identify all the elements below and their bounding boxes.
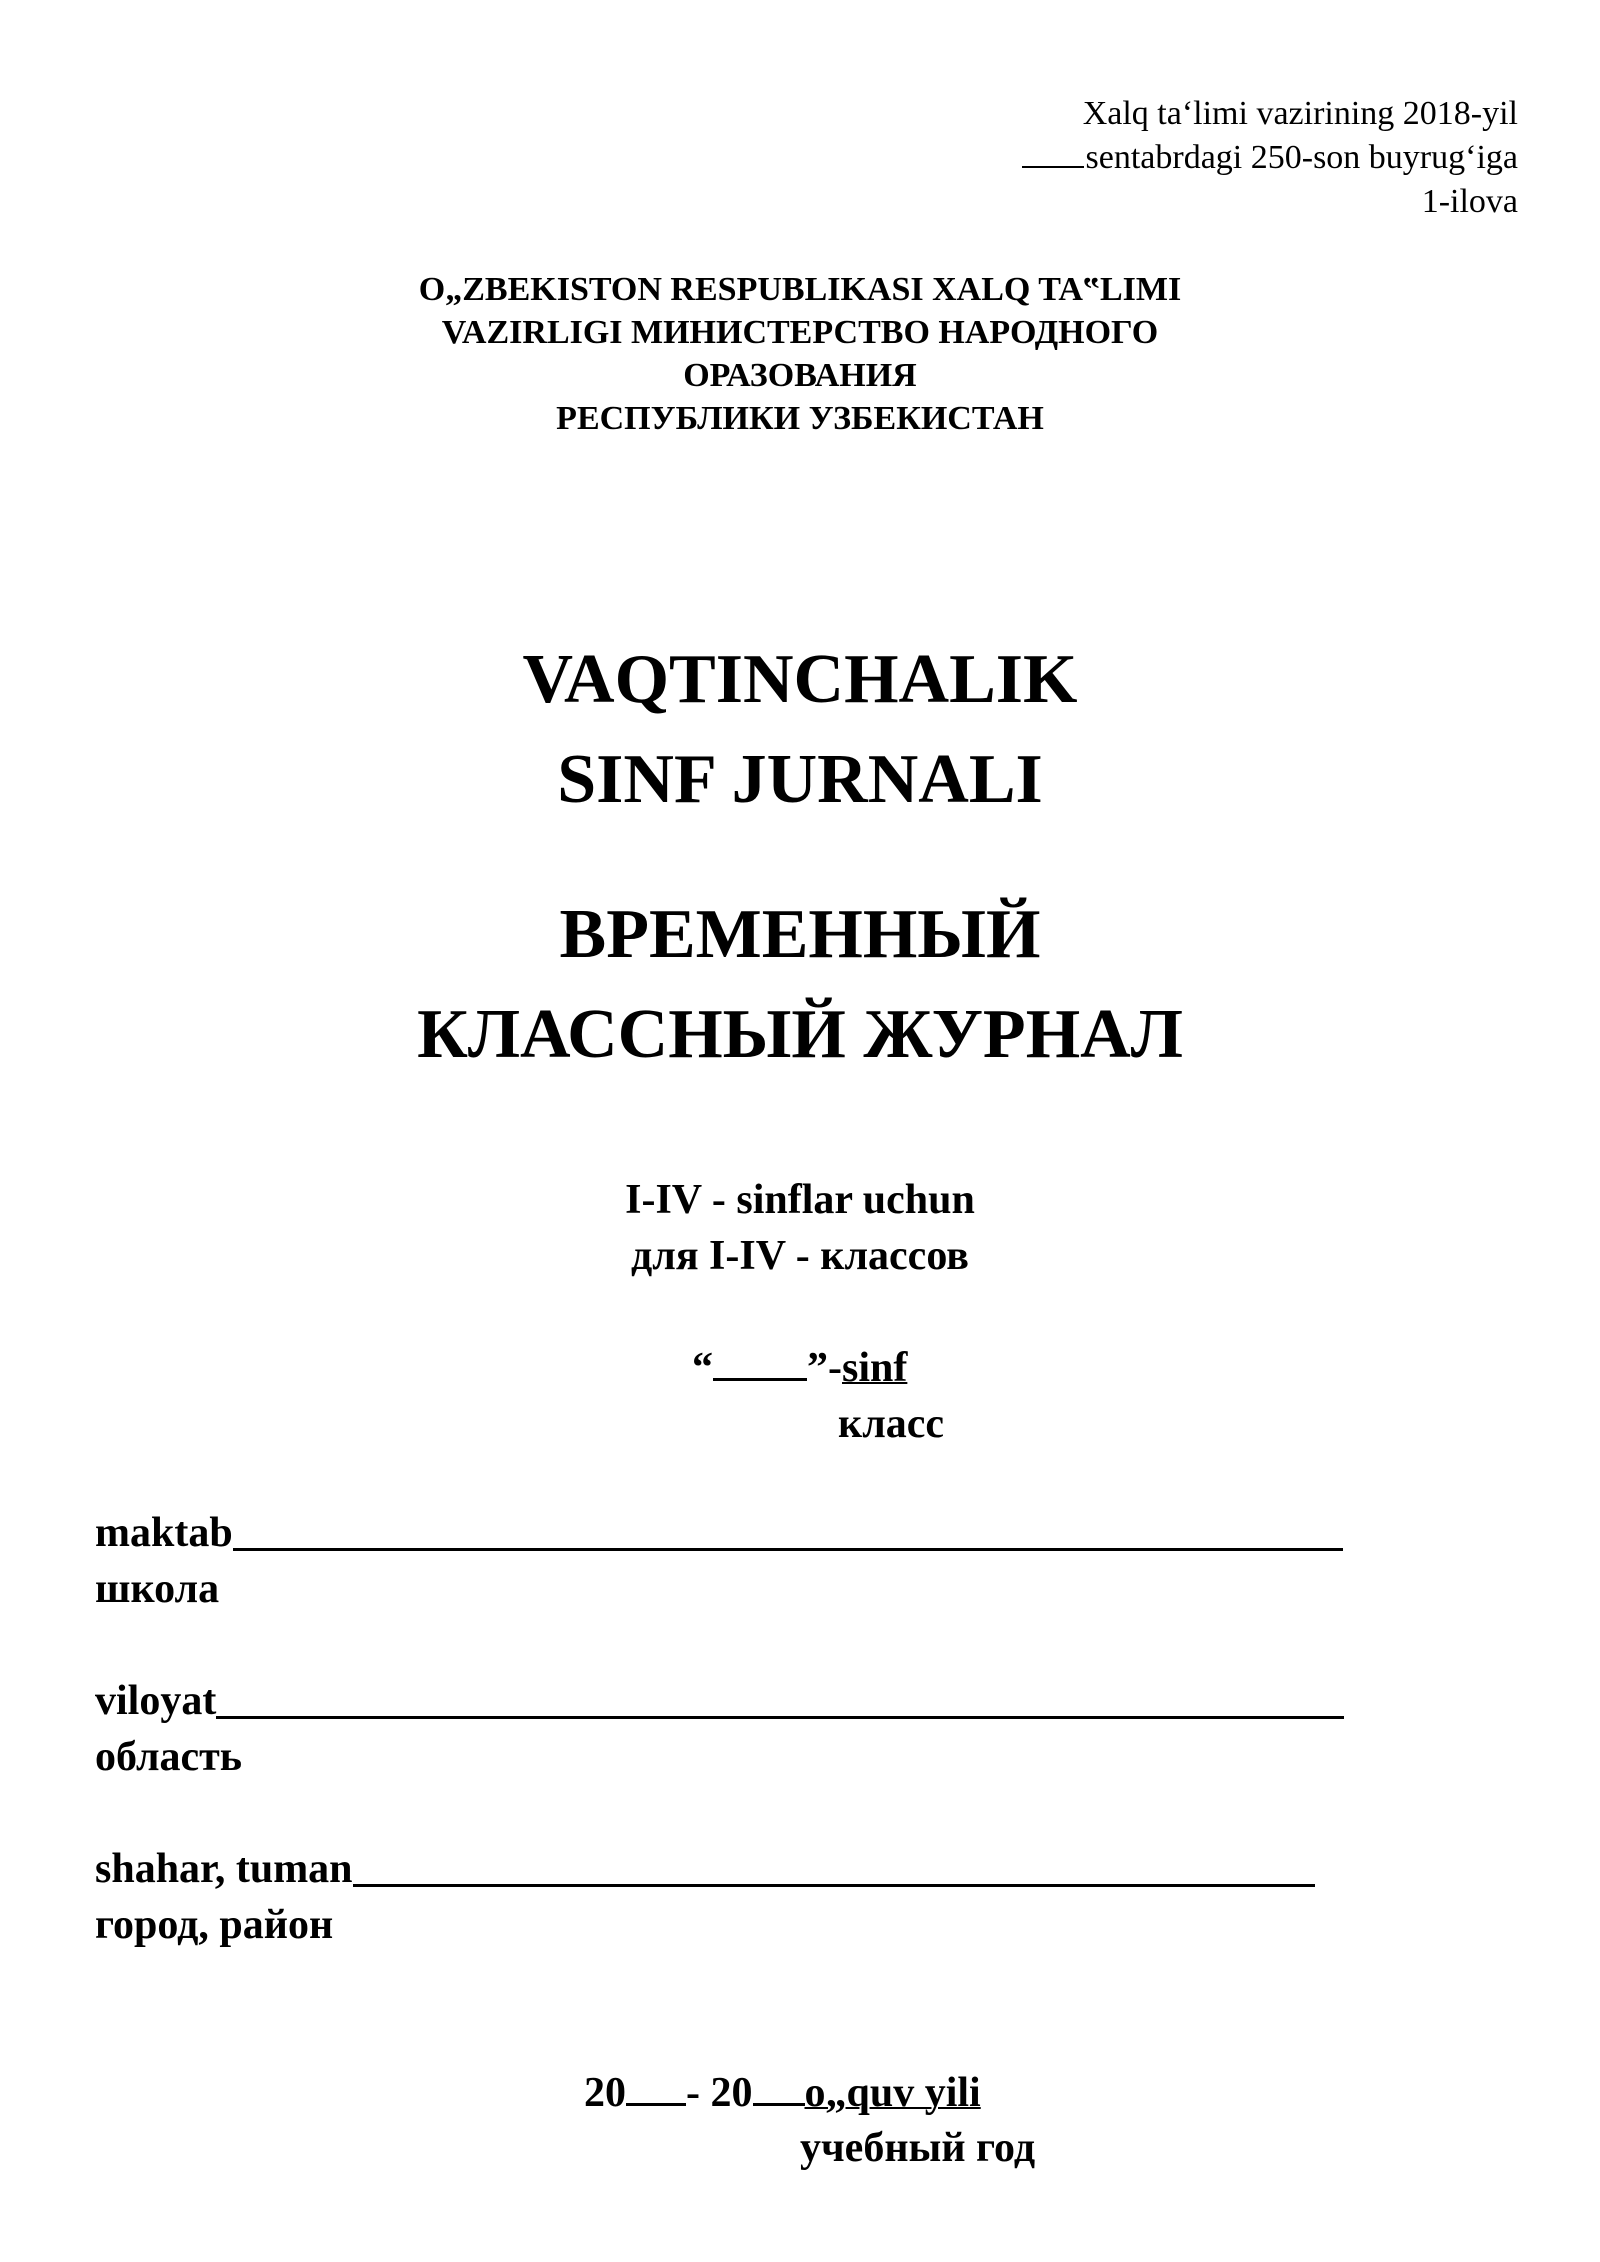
ministry-line-2: VAZIRLIGI МИНИСТЕРСТВО НАРОДНОГО xyxy=(441,314,1159,351)
title-ru-line-1: ВРЕМЕННЫЙ xyxy=(559,896,1041,973)
city-label-ru: город, район xyxy=(95,1902,334,1948)
ministry-header xyxy=(0,268,1600,440)
school-blank-line[interactable] xyxy=(233,1548,1343,1551)
school-label-uz: maktab xyxy=(95,1510,233,1556)
region-label-uz: viloyat xyxy=(95,1678,217,1724)
city-label-uz: shahar, tuman xyxy=(95,1846,353,1892)
year-start-blank[interactable] xyxy=(626,2067,686,2106)
order-line-2-text: sentabrdagi 250-son buyrug‘iga xyxy=(1085,139,1518,176)
grades-uz: I-IV - sinflar uchun xyxy=(625,1177,975,1223)
class-number-blank[interactable] xyxy=(713,1340,807,1381)
class-label-uz: sinf xyxy=(842,1345,908,1391)
class-label-ru: класс xyxy=(838,1401,945,1447)
title-uz-line-2: SINF JURNALI xyxy=(557,741,1043,818)
title-uz-line-1: VAQTINCHALIK xyxy=(522,641,1078,718)
grades-subtitle xyxy=(0,1172,1600,1284)
year-prefix-1: 20 xyxy=(584,2070,626,2116)
grades-ru: для I-IV - классов xyxy=(631,1233,969,1279)
title-ru-line-2: КЛАССНЫЙ ЖУРНАЛ xyxy=(417,996,1183,1073)
city-blank-line[interactable] xyxy=(353,1884,1315,1887)
school-field xyxy=(95,1505,1343,1617)
class-field xyxy=(692,1340,907,1396)
title-uzbek xyxy=(0,630,1600,830)
year-prefix-2: - 20 xyxy=(686,2070,753,2116)
academic-year-field xyxy=(584,2065,981,2121)
year-end-blank[interactable] xyxy=(753,2067,805,2106)
ministry-line-1: O„ZBEKISTON RESPUBLIKASI XALQ TA‟LIMI xyxy=(418,271,1182,308)
ministry-line-4: РЕСПУБЛИКИ УЗБЕКИСТАН xyxy=(556,400,1044,437)
order-line-2 xyxy=(1022,136,1518,180)
title-russian xyxy=(0,885,1600,1085)
ministry-line-3: ОРАЗОВАНИЯ xyxy=(683,357,917,394)
city-district-field xyxy=(95,1841,1315,1953)
region-blank-line[interactable] xyxy=(216,1716,1344,1719)
academic-year-ru: учебный год xyxy=(800,2125,1036,2171)
order-date-blank xyxy=(1022,138,1084,168)
school-label-ru: школа xyxy=(95,1566,220,1612)
class-open-quote: “ xyxy=(692,1345,713,1391)
academic-year-uz: o„quv yili xyxy=(804,2070,981,2116)
order-line-1: Xalq ta‘limi vazirining 2018-yil xyxy=(1082,95,1518,132)
order-reference xyxy=(1022,92,1518,224)
class-close-quote: ”- xyxy=(807,1345,842,1391)
region-label-ru: область xyxy=(95,1734,242,1780)
region-field xyxy=(95,1673,1344,1785)
order-line-3: 1-ilova xyxy=(1421,183,1518,220)
